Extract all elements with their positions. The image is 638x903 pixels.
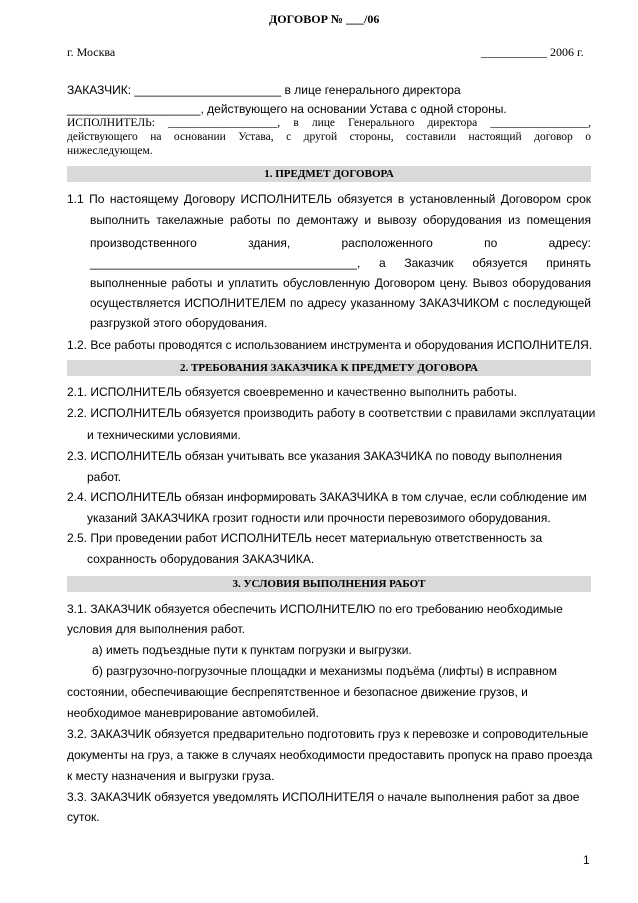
contractor-line-1: ИСПОЛНИТЕЛЬ: ___________________, в лице Генерального директора _________________, — [67, 117, 591, 129]
section1-line: разгрузкой этого оборудования. — [90, 316, 268, 330]
customer-line-2: ____________________, действующего на основании Устава с одной стороны. — [67, 102, 507, 116]
section3-line: к месту назначения и выгрузки груза. — [67, 769, 275, 783]
section1-line: ________________________________________, а Заказчик обязуется принять — [90, 256, 591, 270]
section1-line: производственного здания, расположенного по адресу: — [90, 236, 591, 250]
section3-line: условия для выполнения работ. — [67, 622, 245, 636]
contractor-line-2: действующего на основании Устава, с другой стороны, составили настоящий договор о — [67, 131, 591, 143]
section2-line: 2.1. ИСПОЛНИТЕЛЬ обязуется своевременно и качественно выполнить работы. — [67, 385, 517, 399]
section3-line: а) иметь подъездные пути к пунктам погрузки и выгрузки. — [92, 643, 412, 657]
section3-line: б) разгрузочно-погрузочные площадки и механизмы подъёма (лифты) в исправном — [92, 664, 557, 678]
section3-line: 3.3. ЗАКАЗЧИК обязуется уведомлять ИСПОЛНИТЕЛЯ о начале выполнения работ за двое — [67, 790, 580, 804]
section-heading-2: 2. ТРЕБОВАНИЯ ЗАКАЗЧИКА К ПРЕДМЕТУ ДОГОВОРА — [67, 360, 591, 376]
section1-line: 1.1 По настоящему Договору ИСПОЛНИТЕЛЬ обязуется в установленный Договором срок — [67, 192, 591, 206]
section-heading-3: 3. УСЛОВИЯ ВЫПОЛНЕНИЯ РАБОТ — [67, 576, 591, 592]
section1-line: выполненные работы и уплатить обусловленную Договором цену. Вывоз оборудования — [90, 276, 591, 290]
section3-line: суток. — [67, 810, 100, 824]
section2-line: сохранность оборудования ЗАКАЗЧИКА. — [87, 552, 315, 566]
section3-line: 3.2. ЗАКАЗЧИК обязуется предварительно подготовить груз к перевозке и сопроводительные — [67, 727, 589, 741]
section2-line: указаний ЗАКАЗЧИКА грозит годности или прочности перевозимого оборудования. — [87, 511, 551, 525]
section2-line: работ. — [87, 470, 122, 484]
section3-line: состоянии, обеспечивающие беспрепятственное и безопасное движение грузов, и — [67, 685, 528, 699]
section-heading-1: 1. ПРЕДМЕТ ДОГОВОРА — [67, 166, 591, 182]
contract-city: г. Москва — [67, 45, 116, 59]
section2-line: и техническими условиями. — [87, 428, 241, 442]
customer-line: ЗАКАЗЧИК: ______________________ в лице генерального директора — [67, 83, 461, 97]
section1-line: осуществляется ИСПОЛНИТЕЛЕМ по адресу указанному ЗАКАЗЧИКОМ с последующей — [90, 296, 591, 310]
section1-line: 1.2. Все работы проводятся с использованием инструмента и оборудования ИСПОЛНИТЕЛЯ. — [67, 338, 593, 352]
section2-line: 2.3. ИСПОЛНИТЕЛЬ обязан учитывать все указания ЗАКАЗЧИКА по поводу выполнения — [67, 449, 563, 463]
section3-line: необходимое маневрирование автомобилей. — [67, 706, 319, 720]
document-title: ДОГОВОР № ___/06 — [269, 12, 380, 26]
section2-line: 2.4. ИСПОЛНИТЕЛЬ обязан информировать ЗАКАЗЧИКА в том случае, если соблюдение им — [67, 490, 587, 504]
page-number: 1 — [583, 853, 590, 867]
contract-date: ___________ 2006 г. — [481, 45, 584, 59]
section3-line: 3.1. ЗАКАЗЧИК обязуется обеспечить ИСПОЛНИТЕЛЮ по его требованию необходимые — [67, 602, 563, 616]
section1-line: выполнить такелажные работы по демонтажу и вывозу оборудования из помещения — [90, 213, 591, 227]
contractor-line-3: нижеследующем. — [67, 145, 153, 157]
section2-line: 2.5. При проведении работ ИСПОЛНИТЕЛЬ несет материальную ответственность за — [67, 531, 543, 545]
section2-line: 2.2. ИСПОЛНИТЕЛЬ обязуется производить работу в соответствии с правилами эксплуатации — [67, 406, 596, 420]
section3-line: документы на груз, а также в случаях необходимости предоставить пропуск на право проезда — [67, 748, 593, 762]
